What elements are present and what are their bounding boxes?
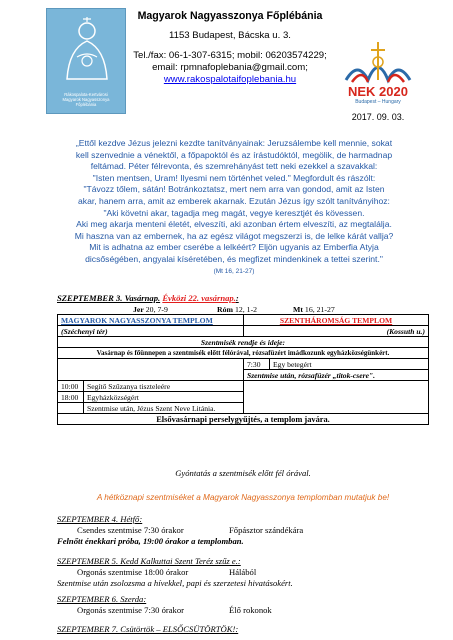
- nek-subtitle: Budapest – Hungary: [355, 99, 401, 105]
- table-row: [58, 337, 429, 348]
- quote-line: kell szenvednie a vénektől, a főpapoktól és az írástudóktól, megölik, de harmadnap: [75, 149, 393, 160]
- mass-time: 18:00: [58, 392, 84, 403]
- table-row: [58, 315, 429, 326]
- day-note: Felnőtt énekkari próba, 19:00 órakor a templomban.: [57, 536, 244, 546]
- table-row: [58, 370, 429, 381]
- church-left-heading: MAGYAROK NAGYASSZONYA TEMPLOM: [58, 315, 244, 326]
- mass-info: Csendes szentmise 7:30 órakor: [77, 525, 184, 535]
- day-thursday: [57, 624, 429, 635]
- rosary-note: Vasárnap és főünnepen a szentmisék előtt félórával, rózsafüzért imádkozunk egyházközségünkért.: [58, 348, 429, 359]
- quote-line: "Távozz tőlem, sátán! Botránkoztatsz, mert nem arra van gondod, amit az Isten: [83, 184, 385, 195]
- collection-note: Elsővasárnapi perselygyűjtés, a templom javára.: [58, 414, 429, 425]
- mass-intention: Hálából: [229, 567, 257, 577]
- church-right-location: (Kossuth u.): [244, 326, 429, 337]
- table-row: [58, 326, 429, 337]
- mass-order-title: Szentmisék rendje és ideje:: [58, 337, 429, 348]
- table-row: [58, 381, 429, 392]
- confession-note: Gyóntatás a szentmisék előtt fél órával.: [175, 468, 311, 478]
- mass-time: 10:00: [58, 381, 84, 392]
- day-wednesday: [57, 594, 429, 616]
- parish-title: Magyarok Nagyasszonya Főplébánia: [137, 10, 323, 22]
- quote-line: "Aki követni akar, tagadja meg magát, vegye keresztjét és kövessen.: [103, 207, 365, 218]
- weekday-notice: A hétköznapi szentmiséket a Magyarok Nagyasszonya templomban mutatjuk be!: [96, 493, 390, 502]
- day-heading: SZEPTEMBER 7. Csütörtök – ELSŐCSÜTÖRTÖK!:: [57, 624, 239, 634]
- litany-note: Szentmise után, Jézus Szent Neve Litánia.: [84, 403, 244, 414]
- mass-intention: Élő rokonok: [229, 605, 272, 615]
- logo-caption: Rákospalota-Kertvárosi Magyarok Nagyasszonya Főplébánia: [62, 92, 110, 107]
- quote-line: dicsőségében, angyalai kíséretében, és megfizet mindenkinek a tettei szerint.": [85, 253, 383, 264]
- quote-line: „Ettől kezdve Jézus jelezni kezdte tanítványainak: Jeruzsálembe kell mennie, sokat: [75, 138, 393, 148]
- quote-reference: (Mt 16, 21-27): [213, 267, 255, 275]
- email-line: email: rpmnafoplebania@gmail.com;: [152, 62, 308, 73]
- madonna-logo-icon: [47, 9, 127, 89]
- rosary-exchange-note: Szentmise után, rózsafüzér „titok-csere".: [244, 370, 429, 381]
- mass-intention: Egy betegért: [270, 359, 429, 370]
- day-tuesday: [57, 556, 429, 589]
- nek-title: NEK 2020: [348, 84, 408, 99]
- quote-line: feltámad. Péter félrevonta, és szemrehányást tett neki ezekkel a szavakkal:: [90, 161, 378, 172]
- mass-intention: Egyházközségért: [84, 392, 244, 403]
- day-heading: SZEPTEMBER 4. Hétfő:: [57, 514, 143, 524]
- quote-line: Mit is adhatna az ember cserébe a lelkéért? Eljön ugyanis az Emberfia Atyja: [89, 242, 379, 253]
- parish-logo: [46, 8, 126, 114]
- quote-line: "Isten mentsen, Uram! Ilyesmi nem történhet veled." Megfordult és rászólt:: [92, 172, 376, 183]
- quote-line: Mi haszna van az embernek, ha az egész világot megszerzi is, de lelke kárát vallja?: [74, 230, 394, 241]
- quote-line: akar, hanem arra, amit az emberek akarnak. Ezután Jézus így szólt tanítványihoz:: [78, 195, 390, 206]
- sunday-heading: SZEPTEMBER 3. Vasárnap. Évközi 22. vasárnap.:: [57, 293, 239, 303]
- quote-line: Aki meg akarja menteni életét, elveszíti, aki azonban értem elveszíti, az megtalálja.: [76, 219, 392, 230]
- mass-time: 7:30: [244, 359, 270, 370]
- day-heading: SZEPTEMBER 6. Szerda:: [57, 594, 147, 604]
- gospel-quote: [38, 138, 430, 277]
- table-row: [58, 348, 429, 359]
- phone-line: Tel./fax: 06-1-307-6315; mobil: 06203574229;: [133, 50, 327, 61]
- church-right-heading: SZENTHÁROMSÁG TEMPLOM: [244, 315, 429, 326]
- mass-info: Orgonás szentmise 18:00 órakor: [77, 567, 189, 577]
- website-link[interactable]: www.rakospalotaifoplebania.hu: [163, 74, 297, 85]
- table-row: [58, 359, 429, 370]
- mass-intention: Segítő Szűzanya tiszteleére: [84, 381, 244, 392]
- mass-info: Orgonás szentmise 7:30 órakor: [77, 605, 185, 615]
- day-heading: SZEPTEMBER 5. Kedd Kalkuttai Szent Teréz szűz e.:: [57, 556, 241, 566]
- sunday-schedule-table: [57, 314, 429, 425]
- church-left-location: (Széchenyi tér): [58, 326, 244, 337]
- day-monday: [57, 514, 429, 547]
- bulletin-date: 2017. 09. 03.: [351, 112, 405, 122]
- mass-intention: Főpásztor szándékára: [229, 525, 304, 535]
- parish-header: [130, 10, 330, 86]
- parish-address: 1153 Budapest, Bácska u. 3.: [169, 30, 291, 41]
- readings-line: Jer 20, 7-9 Róm 12, 1-2 Mt 16, 21-27: [133, 305, 335, 314]
- table-row: [58, 414, 429, 425]
- day-note: Szentmise után zsolozsma a hívekkel, papi és szerzetesi hivatásokért.: [57, 578, 293, 588]
